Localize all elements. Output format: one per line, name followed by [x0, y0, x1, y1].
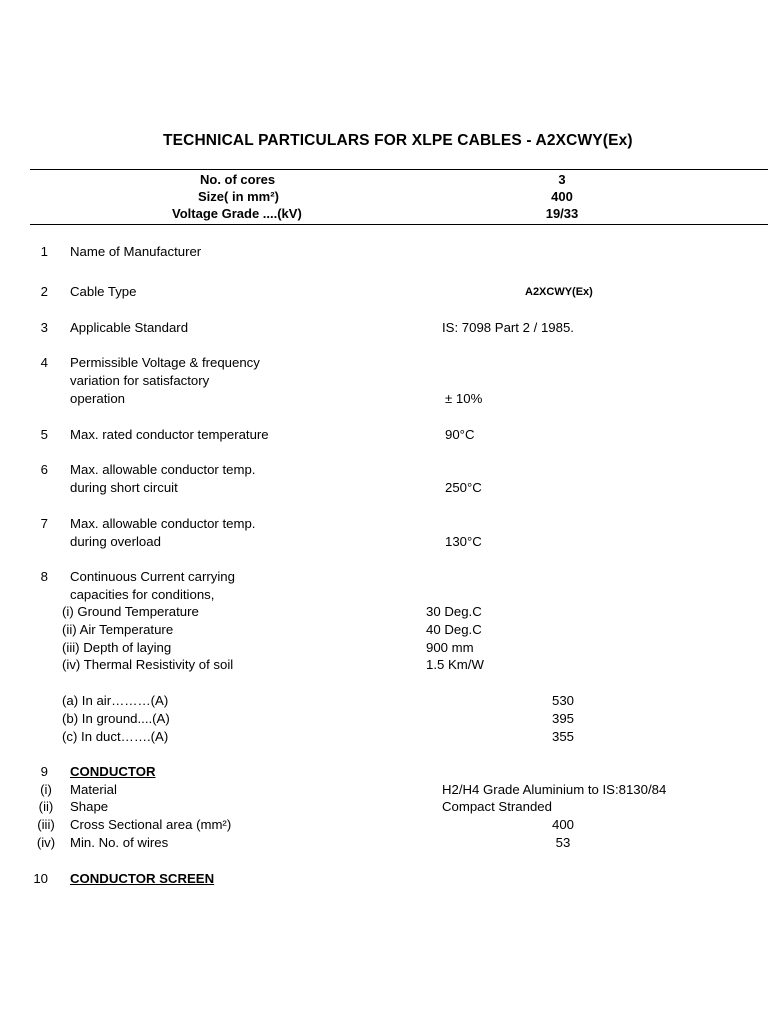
item-number: 4 [40, 355, 48, 370]
cores-label: No. of cores [200, 172, 276, 187]
item-label-line1: Continuous Current carrying [70, 569, 235, 584]
item-label: Cable Type [70, 284, 137, 299]
condition-value: 30 Deg.C [426, 604, 482, 619]
item-label-line2: during overload [70, 534, 161, 549]
condition-label: (iii) Depth of laying [62, 640, 172, 655]
item-value: 250°C [445, 480, 482, 495]
item-number: 8 [40, 569, 48, 584]
condition-label: (ii) Air Temperature [62, 622, 174, 637]
section-heading-conductor-screen: CONDUCTOR SCREEN [70, 871, 215, 886]
item-label-line2: capacities for conditions, [70, 587, 215, 602]
current-value: 355 [551, 729, 574, 744]
item-label-line3: operation [70, 391, 125, 406]
item-number: 3 [40, 320, 48, 335]
sub-item-number: (ii) [38, 799, 54, 814]
sub-item-number: (iii) [37, 817, 55, 832]
item-label: Name of Manufacturer [70, 244, 202, 259]
page-title: TECHNICAL PARTICULARS FOR XLPE CABLES - A2XCWY(Ex) [163, 132, 633, 149]
item-value: 90°C [445, 427, 475, 442]
item-label: Max. rated conductor temperature [70, 427, 269, 442]
current-label: (c) In duct…….(A) [62, 729, 169, 744]
item-value: ± 10% [445, 391, 483, 406]
voltage-value: 19/33 [545, 206, 579, 221]
item-number: 10 [33, 871, 48, 886]
item-number: 5 [40, 427, 48, 442]
item-label-line1: Max. allowable conductor temp. [70, 516, 256, 531]
sub-item-label: Cross Sectional area (mm²) [70, 817, 232, 832]
sub-item-number: (iv) [36, 835, 56, 850]
condition-label: (iv) Thermal Resistivity of soil [62, 657, 234, 672]
item-value: IS: 7098 Part 2 / 1985. [442, 320, 574, 335]
item-label-line2: during short circuit [70, 480, 178, 495]
sub-item-number: (i) [40, 782, 52, 797]
section-heading-conductor: CONDUCTOR [70, 764, 156, 779]
condition-value: 1.5 Km/W [426, 657, 484, 672]
sub-item-value: 400 [551, 817, 574, 832]
voltage-label: Voltage Grade ....(kV) [172, 206, 302, 221]
item-value: 130°C [445, 534, 482, 549]
item-label-line1: Permissible Voltage & frequency [70, 355, 260, 370]
current-label: (a) In air………(A) [62, 693, 169, 708]
header-bottom-rule [30, 224, 768, 225]
item-label-line1: Max. allowable conductor temp. [70, 462, 256, 477]
item-number: 2 [40, 284, 48, 299]
item-label-line2: variation for satisfactory [70, 373, 210, 388]
current-value: 395 [551, 711, 574, 726]
item-value: A2XCWY(Ex) [525, 286, 593, 298]
condition-value: 40 Deg.C [426, 622, 482, 637]
sub-item-label: Shape [70, 799, 109, 814]
item-number: 9 [40, 764, 48, 779]
condition-label: (i) Ground Temperature [62, 604, 199, 619]
size-value: 400 [551, 189, 573, 204]
sub-item-value: 53 [555, 835, 571, 850]
cores-value: 3 [558, 172, 566, 187]
item-label: Applicable Standard [70, 320, 189, 335]
current-label: (b) In ground....(A) [62, 711, 170, 726]
condition-value: 900 mm [426, 640, 474, 655]
sub-item-value: H2/H4 Grade Aluminium to IS:8130/84 [442, 782, 667, 797]
header-top-rule [30, 169, 768, 170]
item-number: 1 [40, 244, 48, 259]
item-number: 7 [40, 516, 48, 531]
item-number: 6 [40, 462, 48, 477]
size-label: Size( in mm²) [198, 189, 279, 204]
sub-item-label: Material [70, 782, 117, 797]
current-value: 530 [551, 693, 574, 708]
sub-item-label: Min. No. of wires [70, 835, 169, 850]
sub-item-value: Compact Stranded [442, 799, 552, 814]
